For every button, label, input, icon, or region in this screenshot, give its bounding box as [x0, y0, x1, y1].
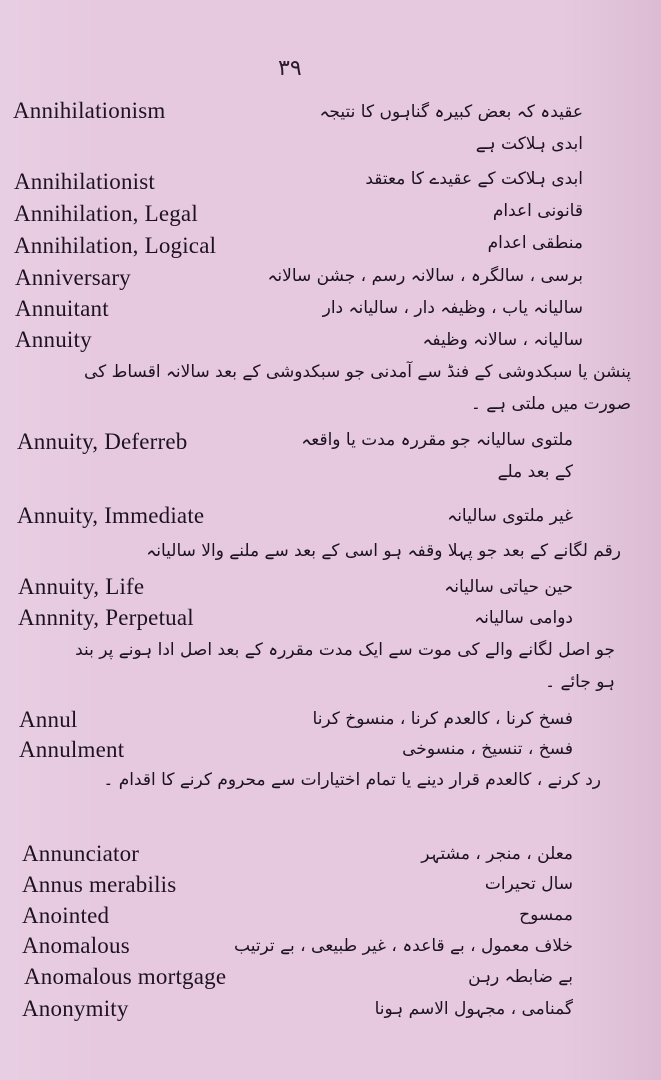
entry-gloss: قانونی اعدام: [492, 201, 583, 221]
entry-term: Annihilation, Logical: [14, 233, 217, 258]
entry-term: Anonymity: [22, 996, 129, 1021]
entry-gloss: سال تحیرات: [484, 874, 573, 894]
entry-gloss: عقیدہ کہ بعض کبیرہ گناہوں کا نتیجہ ابدی ہلاکت ہے: [319, 102, 583, 154]
entry-term: Anomalous mortgage: [24, 964, 227, 989]
entry-note: جو اصل لگانے والے کی موت سے ایک مدت مقررہ کے بعد اصل ادا ہونے پر بند ہو جائے ۔: [75, 640, 615, 692]
entry-term: Anomalous: [22, 933, 130, 958]
entry-gloss: سالیانہ ، سالانہ وظیفہ: [422, 330, 583, 350]
entry-gloss: منطقی اعدام: [487, 233, 583, 253]
entry-note: رقم لگانے کے بعد جو پہلا وقفہ ہو اسی کے بعد سے ملنے والا سالیانہ: [146, 541, 621, 561]
entry-term: Annul: [19, 707, 78, 732]
entry-term: Annuity, Immediate: [17, 503, 205, 528]
entry-term: Anniversary: [15, 265, 131, 290]
entry-term: Annus merabilis: [22, 872, 177, 897]
entry-gloss: ابدی ہلاکت کے عقیدے کا معتقد: [365, 169, 583, 189]
entry-gloss: دوامی سالیانہ: [474, 608, 573, 628]
entry-term: Annunciator: [22, 841, 140, 866]
entry-term: Annihilation, Legal: [14, 201, 198, 226]
entry-gloss: غیر ملتوی سالیانہ: [447, 506, 573, 526]
entry-note: پنشن یا سبکدوشی کے فنڈ سے آمدنی جو سبکدوشی کے بعد سالانہ اقساط کی صورت میں ملتی ہے ۔: [83, 362, 631, 414]
entry-gloss: بے ضابطہ رہن: [468, 967, 573, 987]
entry-term: Annuity, Deferreb: [17, 429, 188, 454]
entry-gloss: ممسوح: [519, 905, 573, 925]
entry-term: Annuity, Life: [18, 574, 145, 599]
entry-term: Anointed: [22, 903, 110, 928]
entry-gloss: خلاف معمول ، بے قاعدہ ، غیر طبیعی ، بے ترتیب: [234, 936, 573, 956]
entry-gloss: ملتوی سالیانہ جو مقررہ مدت یا واقعہ کے بعد ملے: [301, 430, 573, 482]
page-number: ۳۹: [278, 56, 302, 81]
entry-term: Annuity: [15, 327, 92, 352]
entry-term: Annnity, Perpetual: [18, 605, 194, 630]
entry-term: Annihilationism: [13, 98, 166, 123]
entry-gloss: برسی ، سالگرہ ، سالانہ رسم ، جشن سالانہ: [267, 266, 583, 286]
entry-gloss: سالیانہ یاب ، وظیفہ دار ، سالیانہ دار: [322, 298, 583, 318]
entry-term: Annulment: [19, 737, 125, 762]
entry-note: رد کرنے ، کالعدم قرار دینے یا تمام اختیارات سے محروم کرنے کا اقدام ۔: [103, 770, 601, 790]
entry-term: Annihilationist: [14, 169, 155, 194]
entry-gloss: فسخ کرنا ، کالعدم کرنا ، منسوخ کرنا: [312, 709, 573, 729]
entry-gloss: گمنامی ، مجہول الاسم ہونا: [374, 999, 573, 1019]
entry-gloss: فسخ ، تنسیخ ، منسوخی: [402, 739, 573, 759]
entry-term: Annuitant: [15, 296, 109, 321]
entry-gloss: حین حیاتی سالیانہ: [444, 577, 573, 597]
entry-gloss: معلن ، منجر ، مشتہر: [421, 844, 573, 864]
